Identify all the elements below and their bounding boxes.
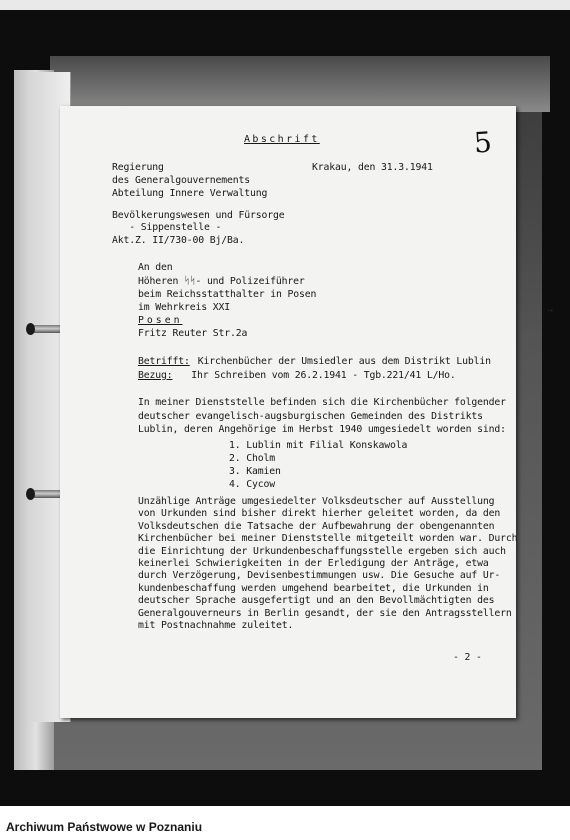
recipient-city: Posen: [138, 315, 183, 326]
subject-text: Kirchenbücher der Umsiedler aus dem Distrikt Lublin: [192, 356, 491, 367]
margin-mark: →: [547, 305, 554, 316]
reference-text: Ihr Schreiben vom 26.2.1941 - Tgb.221/41 L/Ho.: [174, 370, 456, 381]
recipient-street: Fritz Reuter Str.2a: [138, 328, 248, 339]
place-date: Krakau, den 31.3.1941: [312, 162, 433, 173]
sender-line-3: Abteilung Innere Verwaltung: [112, 188, 268, 199]
community-item: 3. Kamien: [229, 466, 281, 477]
recipient-line-1: An den: [138, 262, 173, 273]
handwritten-page-number: 5: [472, 125, 493, 160]
community-item: 2. Cholm: [229, 453, 275, 464]
department-line-2: - Sippenstelle -: [112, 222, 222, 233]
recipient-line-2: Höheren ᛋᛋ- und Polizeiführer: [138, 276, 305, 287]
folder-top-edge: [50, 56, 550, 112]
department-line-1: Bevölkerungswesen und Fürsorge: [112, 210, 285, 221]
sender-line-1: Regierung: [112, 162, 164, 173]
file-reference: Akt.Z. II/730-00 Bj/Ba.: [112, 235, 245, 246]
paragraph-2: Unzählige Anträge umgesiedelter Volksdeutscher auf Ausstellung von Urkunden sind bisher direkt hierher geleitet worden, da den Volksdeutschen die Tatsache der Aufbewahrung der obengenannten Kirchenbücher bei meiner Dienststelle mitgeteilt worden war. Durch die Einrichtung der Urkundenbeschaffungsstelle ergeben sich auch keinerlei Schwierigkeiten in der Erledigung der Anträge, etwa durch Verzögerung, Devisenbestimmungen usw. Die Gesuche auf Ur- kundenbeschaffung werden umgehend bearbeitet, die Urkunden in deutscher Sprache ausgefertigt und an den Bevollmächtigten des Generalgouverneurs in Berlin gesandt, der sie den Antragsstellern mit Postnachnahme zuleitet.: [138, 496, 518, 632]
continuation-marker: - 2 -: [453, 652, 482, 663]
recipient-line-3: beim Reichsstatthalter in Posen: [138, 289, 317, 300]
subject-label: Betrifft:: [138, 356, 190, 367]
document-heading: Abschrift: [244, 134, 320, 145]
reference-label: Bezug:: [138, 370, 173, 381]
archive-caption-bar: [0, 806, 570, 840]
sender-line-2: des Generalgouvernements: [112, 175, 250, 186]
community-item: 4. Cycow: [229, 479, 275, 490]
recipient-line-4: im Wehrkreis XXI: [138, 302, 230, 313]
community-item: 1. Lublin mit Filial Konskawola: [229, 440, 408, 451]
archive-caption: Archiwum Państwowe w Poznaniu: [6, 820, 203, 834]
paragraph-1: In meiner Dienststelle befinden sich die Kirchenbücher folgender deutscher evangelisch-augsburgischen Gemeinden des Distrikts Lublin, deren Angehörige im Herbst 1940 umgesiedelt worden sind:: [138, 397, 506, 436]
